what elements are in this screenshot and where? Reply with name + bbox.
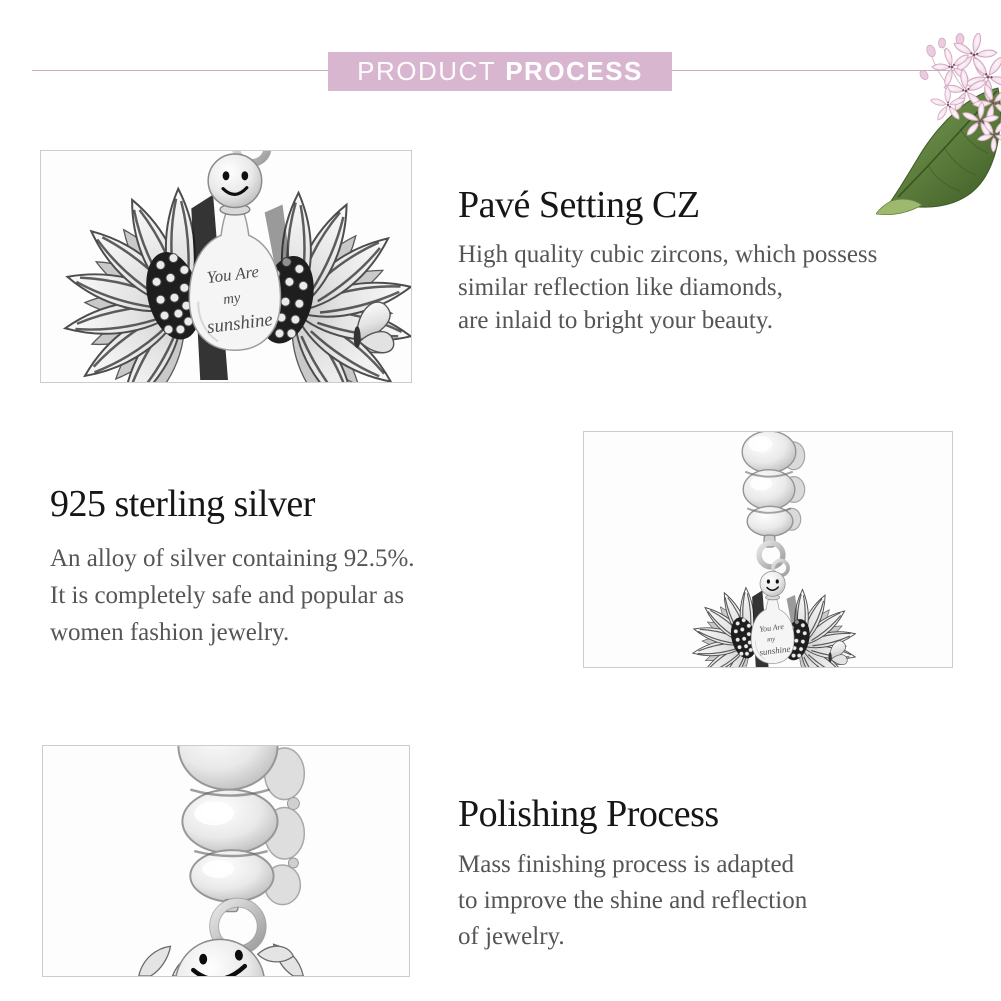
product-photo-bail-closeup (42, 745, 410, 977)
lilac-flower-decoration (876, 33, 1001, 233)
section-heading-pave-setting-cz: Pavé Setting CZ (458, 184, 700, 226)
body-line: An alloy of silver containing 92.5%. (50, 545, 415, 572)
body-line: women fashion jewelry. (50, 619, 290, 646)
banner-title-bold: PROCESS (505, 56, 643, 86)
header-rule-left (32, 70, 328, 71)
section-body-pave-setting-cz (458, 238, 877, 337)
open-locket-artwork (41, 151, 411, 382)
bail-beads-large (178, 746, 304, 912)
bail-beads (742, 432, 804, 547)
section-heading-polishing-process: Polishing Process (458, 793, 719, 835)
body-line: of jewelry. (458, 923, 565, 950)
lilac-branch-illustration (876, 33, 1001, 233)
product-photo-open-locket-closeup (40, 150, 412, 383)
body-line: to improve the shine and reflection (458, 887, 808, 914)
body-line: are inlaid to bright your beauty. (458, 307, 773, 334)
full-charm-artwork (584, 432, 952, 667)
section-body-polishing-process (458, 847, 807, 955)
body-line: It is completely safe and popular as (50, 582, 405, 609)
section-body-925-sterling-silver (50, 540, 415, 651)
bail-closeup-artwork (43, 746, 409, 976)
product-process-banner (328, 52, 672, 91)
product-photo-full-dangle-charm (583, 431, 953, 668)
body-line: Mass finishing process is adapted (458, 851, 795, 878)
section-heading-925-sterling-silver: 925 sterling silver (50, 483, 315, 525)
body-line: High quality cubic zircons, which possess (458, 241, 878, 268)
body-line: similar reflection like diamonds, (458, 274, 783, 301)
banner-title-regular: PRODUCT (357, 56, 497, 86)
